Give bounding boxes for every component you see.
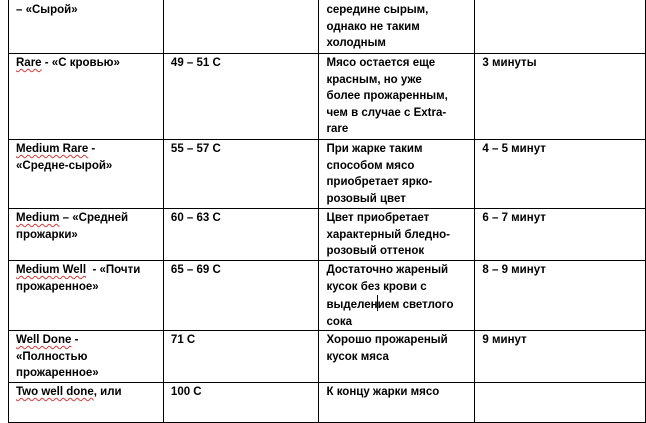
description-line: розовый оттенок xyxy=(326,245,425,257)
doneness-cell xyxy=(9,331,164,383)
doneness-label-line3: прожаренное» xyxy=(16,367,99,379)
description-line: rare xyxy=(326,123,349,135)
table-row xyxy=(9,209,646,261)
time-value: 9 минут xyxy=(482,334,527,346)
table-row xyxy=(9,261,646,331)
doneness-term: Medium xyxy=(16,212,60,224)
doneness-cell xyxy=(9,209,164,261)
table-row xyxy=(9,140,646,209)
doneness-translation: – «Средней xyxy=(59,212,129,224)
time-cell xyxy=(475,140,646,209)
time-cell xyxy=(475,0,646,54)
doneness-label-line2: прожарки» xyxy=(16,228,78,241)
doneness-translation: - «С кровью» xyxy=(41,57,120,69)
temperature-value: 65 – 69 С xyxy=(170,264,221,276)
table-row xyxy=(9,331,646,383)
temperature-value: 100 С xyxy=(170,386,202,398)
time-cell xyxy=(475,54,646,140)
description-line: Мясо остается еще xyxy=(326,57,436,69)
description-cell xyxy=(319,383,475,423)
time-value: 4 – 5 минут xyxy=(482,143,546,155)
table-row xyxy=(9,383,646,423)
temperature-cell xyxy=(163,209,319,261)
doneness-term: Medium Well xyxy=(16,264,87,276)
description-line: середине сырым, xyxy=(326,4,429,16)
doneness-cell xyxy=(9,261,164,331)
doneness-translation: - «Почти xyxy=(86,264,141,276)
temperature-cell xyxy=(163,0,319,54)
doneness-cell xyxy=(9,0,164,54)
description-line: чем в случае с Extra- xyxy=(326,106,447,119)
doneness-label xyxy=(16,141,157,158)
temperature-cell xyxy=(163,261,319,331)
temperature-value: 55 – 57 С xyxy=(170,143,221,155)
temperature-cell xyxy=(163,140,319,209)
description-cell xyxy=(319,54,475,140)
description-line: способом мясо xyxy=(326,159,415,172)
doneness-translation: , или xyxy=(93,386,122,398)
description-cell xyxy=(319,140,475,209)
time-value: 3 минуты xyxy=(482,57,537,69)
table-row xyxy=(9,0,646,54)
description-line: Достаточно жареный xyxy=(326,264,449,276)
description-line: При жарке таким xyxy=(326,143,423,155)
description-line: холодным xyxy=(326,37,386,49)
description-cell xyxy=(319,0,475,54)
description-line xyxy=(326,295,468,314)
description-line: розовый цвет xyxy=(326,192,406,205)
table-row xyxy=(9,54,646,140)
description-line: красным, но уже xyxy=(326,73,422,86)
doneness-label xyxy=(16,384,157,401)
doneness-cell xyxy=(9,383,164,423)
doneness-term: Well Done xyxy=(16,334,72,346)
description-line: кусок мяса xyxy=(326,350,389,363)
description-cell xyxy=(319,209,475,261)
temperature-cell xyxy=(163,54,319,140)
description-line: однако не таким xyxy=(326,20,420,33)
doneness-label-line2: «Полностью xyxy=(16,350,88,363)
doneness-label xyxy=(16,55,157,72)
doneness-label: – «Сырой» xyxy=(16,4,78,16)
time-value: 8 – 9 минут xyxy=(482,264,546,276)
description-line: более прожаренным, xyxy=(326,90,448,102)
temperature-value: 71 С xyxy=(170,334,196,346)
description-cell xyxy=(319,261,475,331)
doneness-term: Two well done xyxy=(16,386,94,398)
description-fragment: выделен xyxy=(326,299,378,311)
doneness-label xyxy=(16,210,157,227)
temperature-cell xyxy=(163,331,319,383)
doneness-cell xyxy=(9,140,164,209)
doneness-label-line2: прожаренное» xyxy=(16,280,99,293)
doneness-label xyxy=(16,332,157,349)
time-cell xyxy=(475,209,646,261)
description-line: характерный бледно- xyxy=(326,228,451,241)
description-line: приобретает ярко- xyxy=(326,176,433,188)
doneness-label-line2: «Средне-сырой» xyxy=(16,159,113,172)
description-line: К концу жарки мясо xyxy=(326,386,440,398)
doneness-translation: - xyxy=(71,334,79,346)
description-cell xyxy=(319,331,475,383)
time-cell xyxy=(475,383,646,423)
doneness-term: Rare xyxy=(16,57,42,69)
cooking-table xyxy=(8,0,646,423)
description-line: Цвет приобретает xyxy=(326,212,430,224)
description-line: сока xyxy=(326,315,353,328)
doneness-label xyxy=(16,262,157,279)
time-cell xyxy=(475,261,646,331)
temperature-cell xyxy=(163,383,319,423)
time-cell xyxy=(475,331,646,383)
time-value: 6 – 7 минут xyxy=(482,212,546,224)
description-fragment: ием светлого xyxy=(377,299,454,311)
description-line: кусок без крови с xyxy=(326,280,427,293)
doneness-term: Medium Rare xyxy=(16,143,89,155)
description-line: Хорошо прожареный xyxy=(326,334,448,346)
temperature-value: 60 – 63 С xyxy=(170,212,221,224)
doneness-translation: - xyxy=(88,143,96,155)
temperature-value: 49 – 51 С xyxy=(170,57,221,69)
doneness-cell xyxy=(9,54,164,140)
